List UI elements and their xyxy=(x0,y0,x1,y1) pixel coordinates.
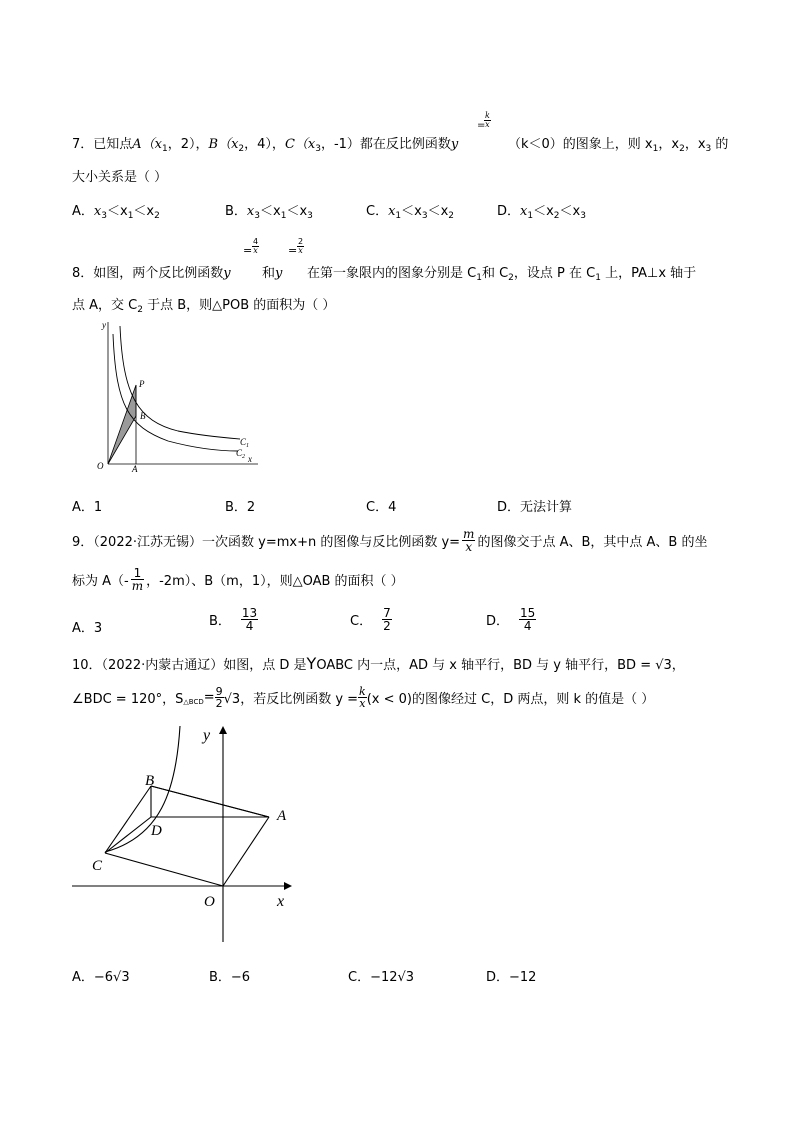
q7-fraction-k-over-x: = $\frac{k}{x}$ xyxy=(477,111,490,131)
q8-label-a: A xyxy=(132,464,138,474)
q8-figure xyxy=(88,316,268,476)
q8-line1-tail: 在第一象限内的图象分别是 $C_1$和 $C_2$，设点 P 在 $C_1$ 上，PA⊥x 轴于 xyxy=(307,266,697,283)
q10-line2: ∠BDC = 120°，S △BCD = $\frac{9}{2}$ √3，若反比例函数 y = $\frac{k}{x}$ (x < 0)的图像经过 C，D 两点，则 k 的值是（ ） xyxy=(72,685,655,710)
q8-option-b[interactable]: B．2 xyxy=(225,500,256,515)
q8-line2: 点 A，交 $C_2$ 于点 B，则△POB 的面积为（ ） xyxy=(72,298,336,315)
q10-option-a[interactable]: A．−6√3 xyxy=(72,970,130,985)
q7-option-b[interactable]: B．$x_3<x_1<x_3$ xyxy=(225,204,313,221)
q8-label-b: B xyxy=(140,411,146,421)
q8-option-a[interactable]: A．1 xyxy=(72,500,103,515)
q10-label-x: x xyxy=(277,893,285,910)
q10-ao xyxy=(223,817,269,886)
q7-line2: 大小关系是（ ） xyxy=(72,170,168,185)
q8-label-y: y xyxy=(102,320,106,330)
q8-curve-c2 xyxy=(113,334,238,451)
q10-option-c[interactable]: C．−12√3 xyxy=(348,970,415,985)
q10-label-d: D xyxy=(151,823,162,839)
q8-label-c1: $C_1$ xyxy=(240,437,250,449)
q10-label-b: B xyxy=(145,773,155,789)
q8-fraction-2-over-x: = $\frac{2}{x}$ xyxy=(288,237,304,257)
q8-label-c2: $C_2$ xyxy=(236,448,246,460)
q10-option-d[interactable]: D．−12 xyxy=(486,970,537,985)
q9-line2: 标为 A（- $\frac{1}{m}$ ，-2m）、B（m，1），则△OAB 的面积（ ） xyxy=(72,566,404,593)
q7-line1-tail: （k＜0）的图象上，则 $x_1$，$x_2$，$x_3$ 的 xyxy=(508,137,729,154)
q10-x-arrow xyxy=(284,882,292,890)
q10-line1: 10．（2022·内蒙古通辽）如图，点 D 是YOABC 内一点，AD 与 x 轴平行，BD 与 y 轴平行，BD = √3， xyxy=(72,654,685,673)
q9-option-a[interactable]: A．3 xyxy=(72,621,103,636)
q8-and: 和y xyxy=(262,266,283,281)
q10-label-o: O xyxy=(204,894,215,910)
q10-oc xyxy=(105,853,223,886)
q9-option-d[interactable]: D． $\frac{15}{4}$ xyxy=(486,606,536,633)
q7-line1: 7．已知点$A(x_1$，2），$B(x_2$，4），$C(x_3$，-1）都在反比例函数y xyxy=(72,137,459,154)
q8-label-x: x xyxy=(248,454,252,464)
q10-figure xyxy=(70,722,310,947)
q9-line1: 9．（2022·江苏无锡）一次函数 y=mx+n 的图像与反比例函数 y= $\frac{m}{x}$ 的图像交于点 A、B，其中点 A、B 的坐 xyxy=(72,527,708,554)
q8-label-o: O xyxy=(97,461,104,471)
q7-option-c[interactable]: C．$x_1<x_3<x_2$ xyxy=(366,204,455,221)
q8-option-d[interactable]: D．无法计算 xyxy=(497,500,573,515)
q10-curve xyxy=(105,726,180,852)
q10-y-arrow xyxy=(219,726,227,734)
q10-option-b[interactable]: B．−6 xyxy=(209,970,251,985)
q8-label-p: P xyxy=(139,379,145,389)
q10-ba-line xyxy=(151,786,269,817)
q8-curve-c1 xyxy=(120,326,240,439)
q8-option-c[interactable]: C．4 xyxy=(366,500,397,515)
q8-line1: 8．如图，两个反比例函数y xyxy=(72,266,231,281)
q9-option-b[interactable]: B． $\frac{13}{4}$ xyxy=(209,606,258,633)
q8-axes xyxy=(108,322,258,464)
q10-label-a: A xyxy=(277,808,287,824)
q9-option-c[interactable]: C． $\frac{7}{2}$ xyxy=(350,606,391,633)
q7-option-a[interactable]: A．$x_3<x_1<x_2$ xyxy=(72,204,160,221)
q10-label-y: y xyxy=(203,727,211,744)
q7-option-d[interactable]: D．$x_1<x_2<x_3$ xyxy=(497,204,586,221)
q10-cd xyxy=(105,817,151,853)
q10-label-c: C xyxy=(92,858,103,874)
q8-fraction-4-over-x: = $\frac{4}{x}$ xyxy=(243,237,259,257)
